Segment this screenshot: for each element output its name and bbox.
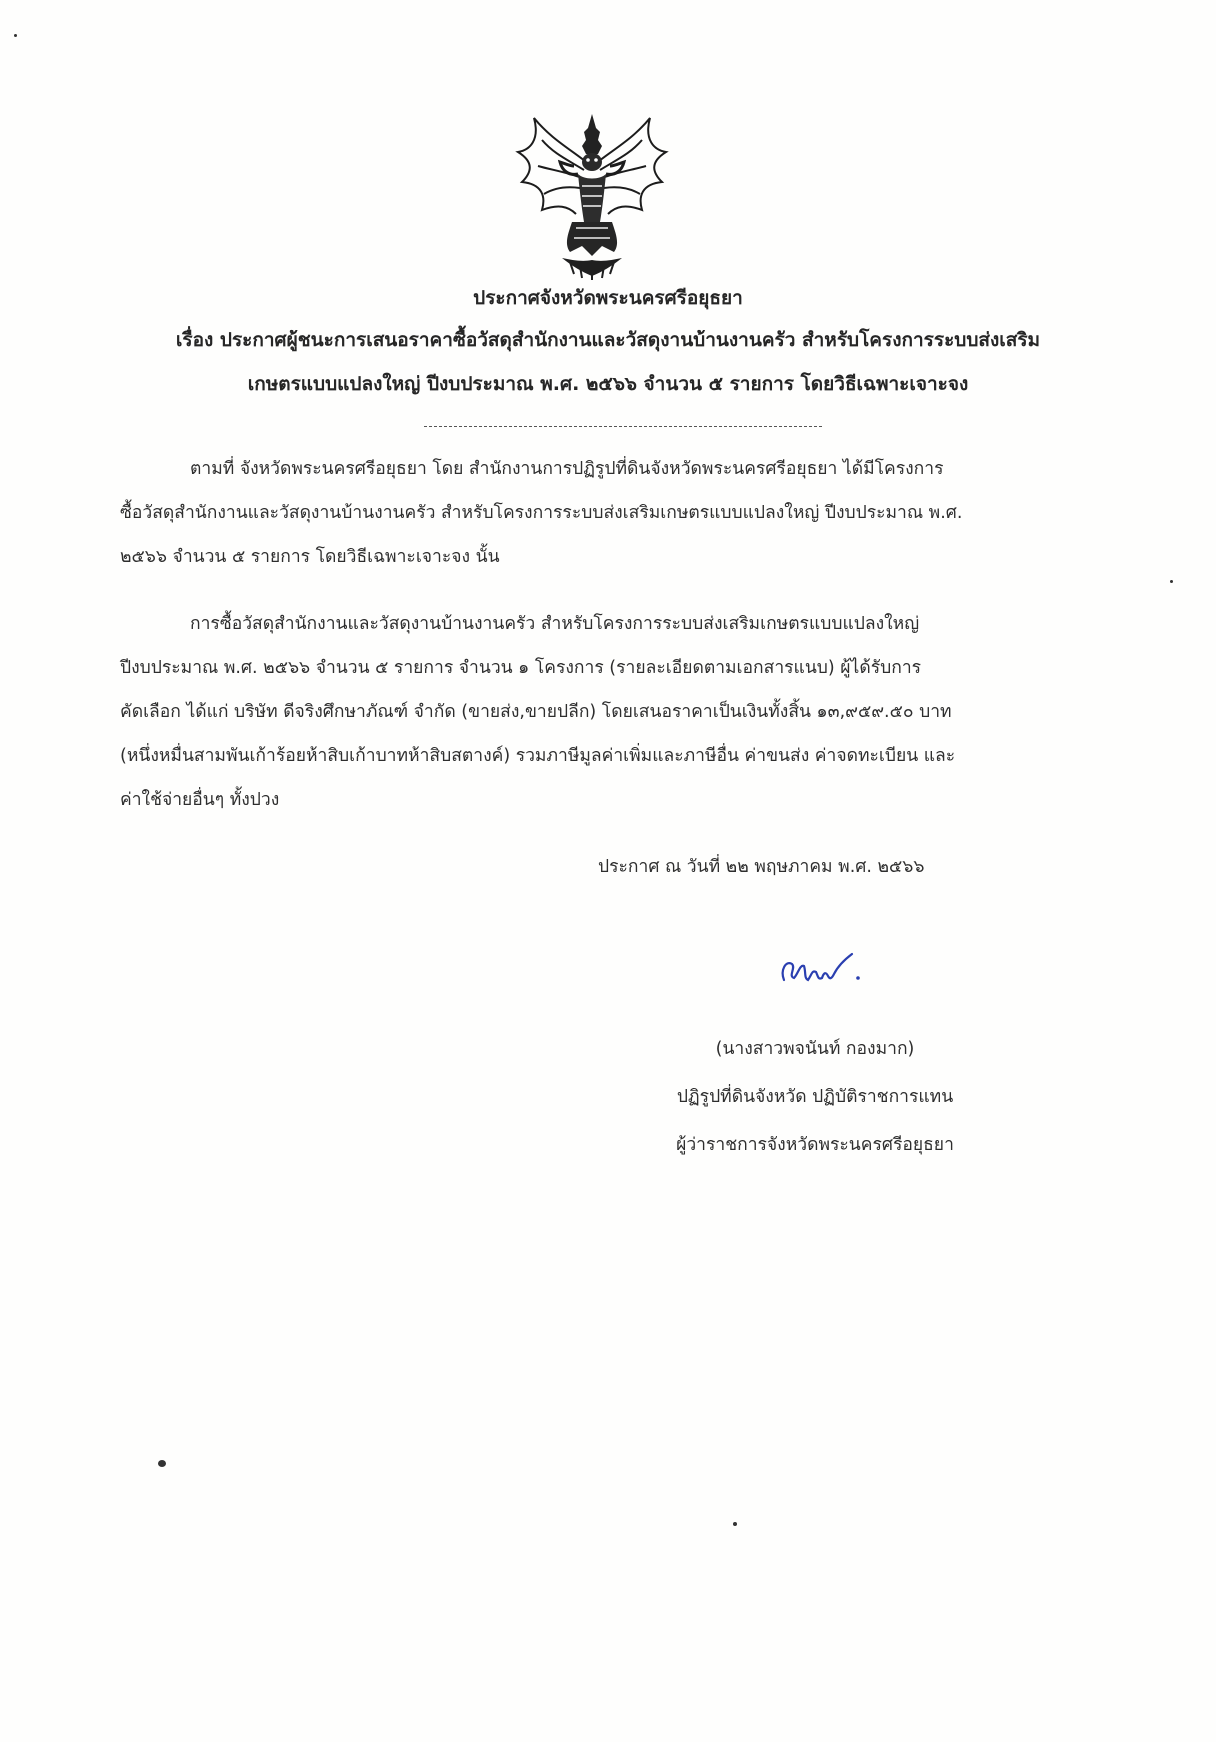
signatory-position-1: ปฏิรูปที่ดินจังหวัด ปฏิบัติราชการแทน xyxy=(676,1087,954,1107)
scan-speck xyxy=(733,1522,737,1526)
announcement-authority: ประกาศจังหวัดพระนครศรีอยุธยา xyxy=(473,287,743,309)
paragraph-2-line: การซื้อวัสดุสำนักงานและวัสดุงานบ้านงานครัว สำหรับโครงการระบบส่งเสริมเกษตรแบบแปลงใหญ่ xyxy=(190,614,920,634)
title-divider xyxy=(424,426,822,427)
paragraph-2-line: ค่าใช้จ่ายอื่นๆ ทั้งปวง xyxy=(120,790,280,810)
scan-speck xyxy=(14,34,17,37)
garuda-emblem-icon xyxy=(512,110,672,280)
announcement-subject-line-1: เรื่อง ประกาศผู้ชนะการเสนอราคาซื้อวัสดุสำนักงานและวัสดุงานบ้านงานครัว สำหรับโครงการระบบส่งเสริม xyxy=(175,329,1041,351)
announcement-date: ประกาศ ณ วันที่ ๒๒ พฤษภาคม พ.ศ. ๒๕๖๖ xyxy=(598,857,925,877)
announcement-subject-line-2: เกษตรแบบแปลงใหญ่ ปีงบประมาณ พ.ศ. ๒๕๖๖ จำนวน ๕ รายการ โดยวิธีเฉพาะเจาะจง xyxy=(247,373,969,395)
paragraph-1-line: ซื้อวัสดุสำนักงานและวัสดุงานบ้านงานครัว สำหรับโครงการระบบส่งเสริมเกษตรแบบแปลงใหญ่ ปีงบประมาณ พ.ศ. xyxy=(120,503,963,523)
scan-speck xyxy=(1170,580,1173,583)
paragraph-2-line: (หนึ่งหมื่นสามพันเก้าร้อยห้าสิบเก้าบาทห้าสิบสตางค์) รวมภาษีมูลค่าเพิ่มและภาษีอื่น ค่าขนส่ง ค่าจดทะเบียน และ xyxy=(120,746,956,766)
scan-speck xyxy=(158,1460,166,1467)
handwritten-signature xyxy=(778,950,868,990)
paragraph-2-line: คัดเลือก ได้แก่ บริษัท ดีจริงศึกษาภัณฑ์ จำกัด (ขายส่ง,ขายปลีก) โดยเสนอราคาเป็นเงินทั้งสิ้น ๑๓,๙๕๙.๕๐ บาท xyxy=(120,702,952,722)
paragraph-1-line: ๒๕๖๖ จำนวน ๕ รายการ โดยวิธีเฉพาะเจาะจง นั้น xyxy=(120,547,500,567)
signatory-name: (นางสาวพจนันท์ กองมาก) xyxy=(715,1039,915,1059)
paragraph-2-line: ปีงบประมาณ พ.ศ. ๒๕๖๖ จำนวน ๕ รายการ จำนวน ๑ โครงการ (รายละเอียดตามเอกสารแนบ) ผู้ได้รับการ xyxy=(120,658,922,678)
signatory-position-2: ผู้ว่าราชการจังหวัดพระนครศรีอยุธยา xyxy=(676,1135,954,1155)
paragraph-1-line: ตามที่ จังหวัดพระนครศรีอยุธยา โดย สำนักงานการปฏิรูปที่ดินจังหวัดพระนครศรีอยุธยา ได้มีโครงการ xyxy=(190,459,944,479)
